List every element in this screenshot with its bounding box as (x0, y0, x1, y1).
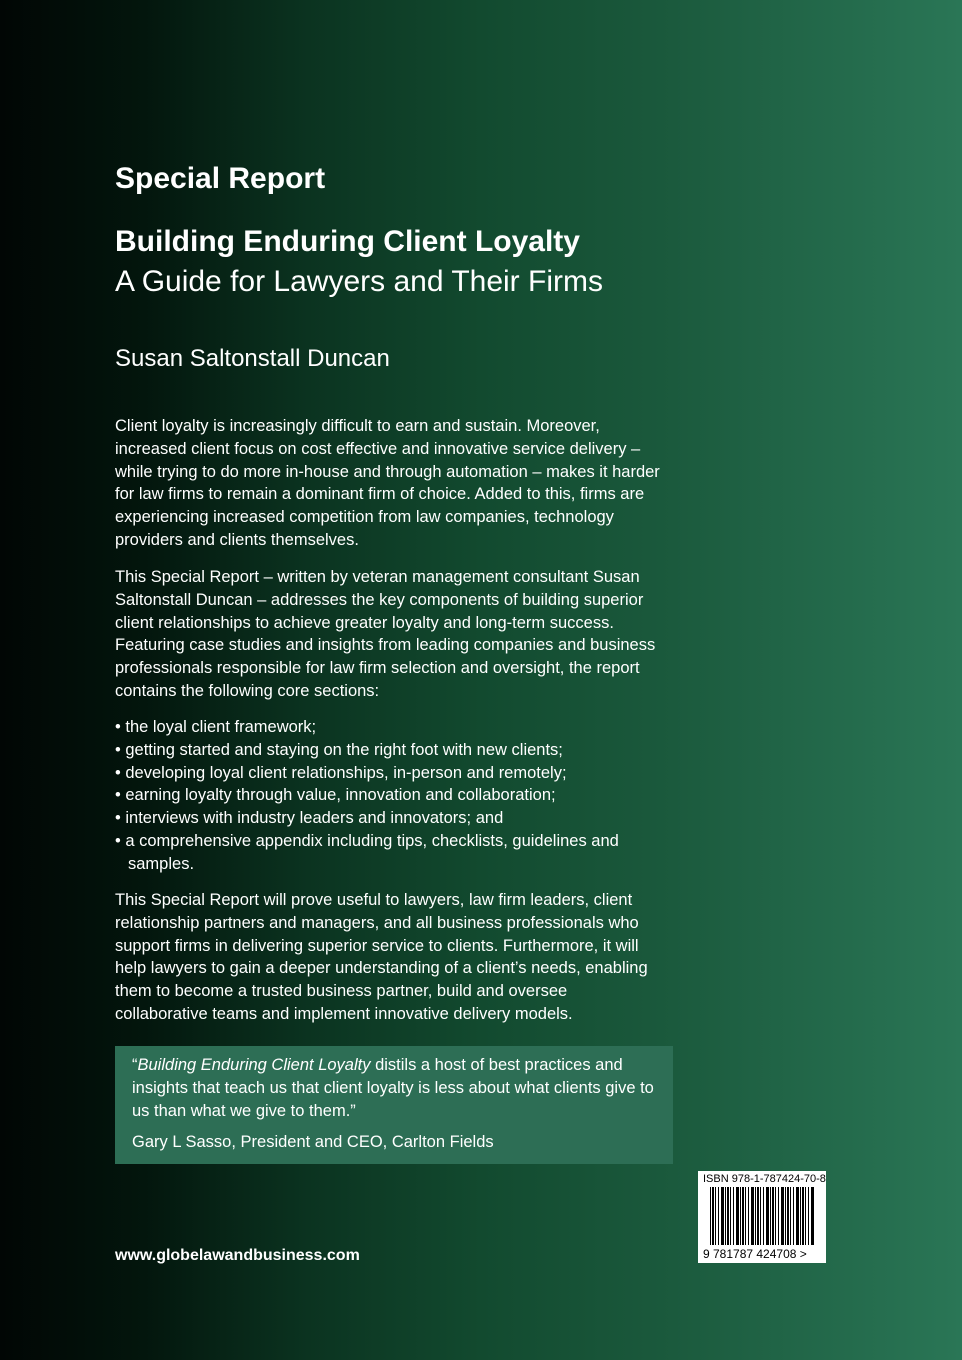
sections-list (115, 716, 660, 876)
report-type-heading: Special Report (115, 162, 326, 195)
isbn-label: ISBN 978-1-787424-70-8 (703, 1173, 826, 1185)
intro-paragraph: Client loyalty is increasingly difficult to earn and sustain. Moreover, increased client focus on cost effective and innovative service delivery – while trying to do more in-house and through automation – makes it harder for law firms to remain a dominant firm of choice. Added to this, firms are experiencing increased competition from law companies, technology providers and clients themselves. (115, 417, 660, 549)
list-item: • developing loyal client relationships, in-person and remotely; (115, 762, 660, 785)
website-link[interactable]: www.globelawandbusiness.com (115, 1247, 360, 1264)
list-item: • earning loyalty through value, innovation and collaboration; (115, 784, 660, 807)
book-title: Building Enduring Client Loyalty (115, 225, 580, 258)
quote-book-title: Building Enduring Client Loyalty (137, 1056, 371, 1074)
open-quote: “ (132, 1056, 138, 1074)
audience-paragraph: This Special Report will prove useful to lawyers, law firm leaders, client relationship partners and managers, and all business professionals who support firms in delivering superior service to clients. Furthermore, it will help lawyers to gain a deeper understanding of a client’s needs, enabling them to become a trusted business partner, build and oversee collaborative teams and implement innovative delivery models. (115, 891, 648, 1023)
isbn-barcode (698, 1171, 826, 1263)
author-name: Susan Saltonstall Duncan (115, 345, 390, 372)
quote-body: distils a host of best practices and insights that teach us that client loyalty is less about what clients give to us than what we give to them.” (132, 1056, 654, 1120)
overview-paragraph: This Special Report – written by veteran management consultant Susan Saltonstall Duncan – addresses the key components of building superior client relationships to achieve greater loyalty and long-term success. Featuring case studies and insights from leading companies and business professionals responsible for law firm selection and oversight, the report contains the following core sections: (115, 568, 656, 700)
endorsement-quote-box (115, 1046, 673, 1164)
book-subtitle: A Guide for Lawyers and Their Firms (115, 265, 603, 298)
quote-attribution: Gary L Sasso, President and CEO, Carlton Fields (132, 1133, 494, 1151)
barcode-digits: 9 781787 424708 > (703, 1247, 807, 1261)
list-item: • the loyal client framework; (115, 716, 660, 739)
list-item: • a comprehensive appendix including tips, checklists, guidelines and samples. (115, 830, 660, 876)
list-item: • interviews with industry leaders and innovators; and (115, 807, 660, 830)
quote-text (132, 1054, 656, 1123)
barcode-bars (710, 1187, 814, 1245)
list-item: • getting started and staying on the right foot with new clients; (115, 739, 660, 762)
